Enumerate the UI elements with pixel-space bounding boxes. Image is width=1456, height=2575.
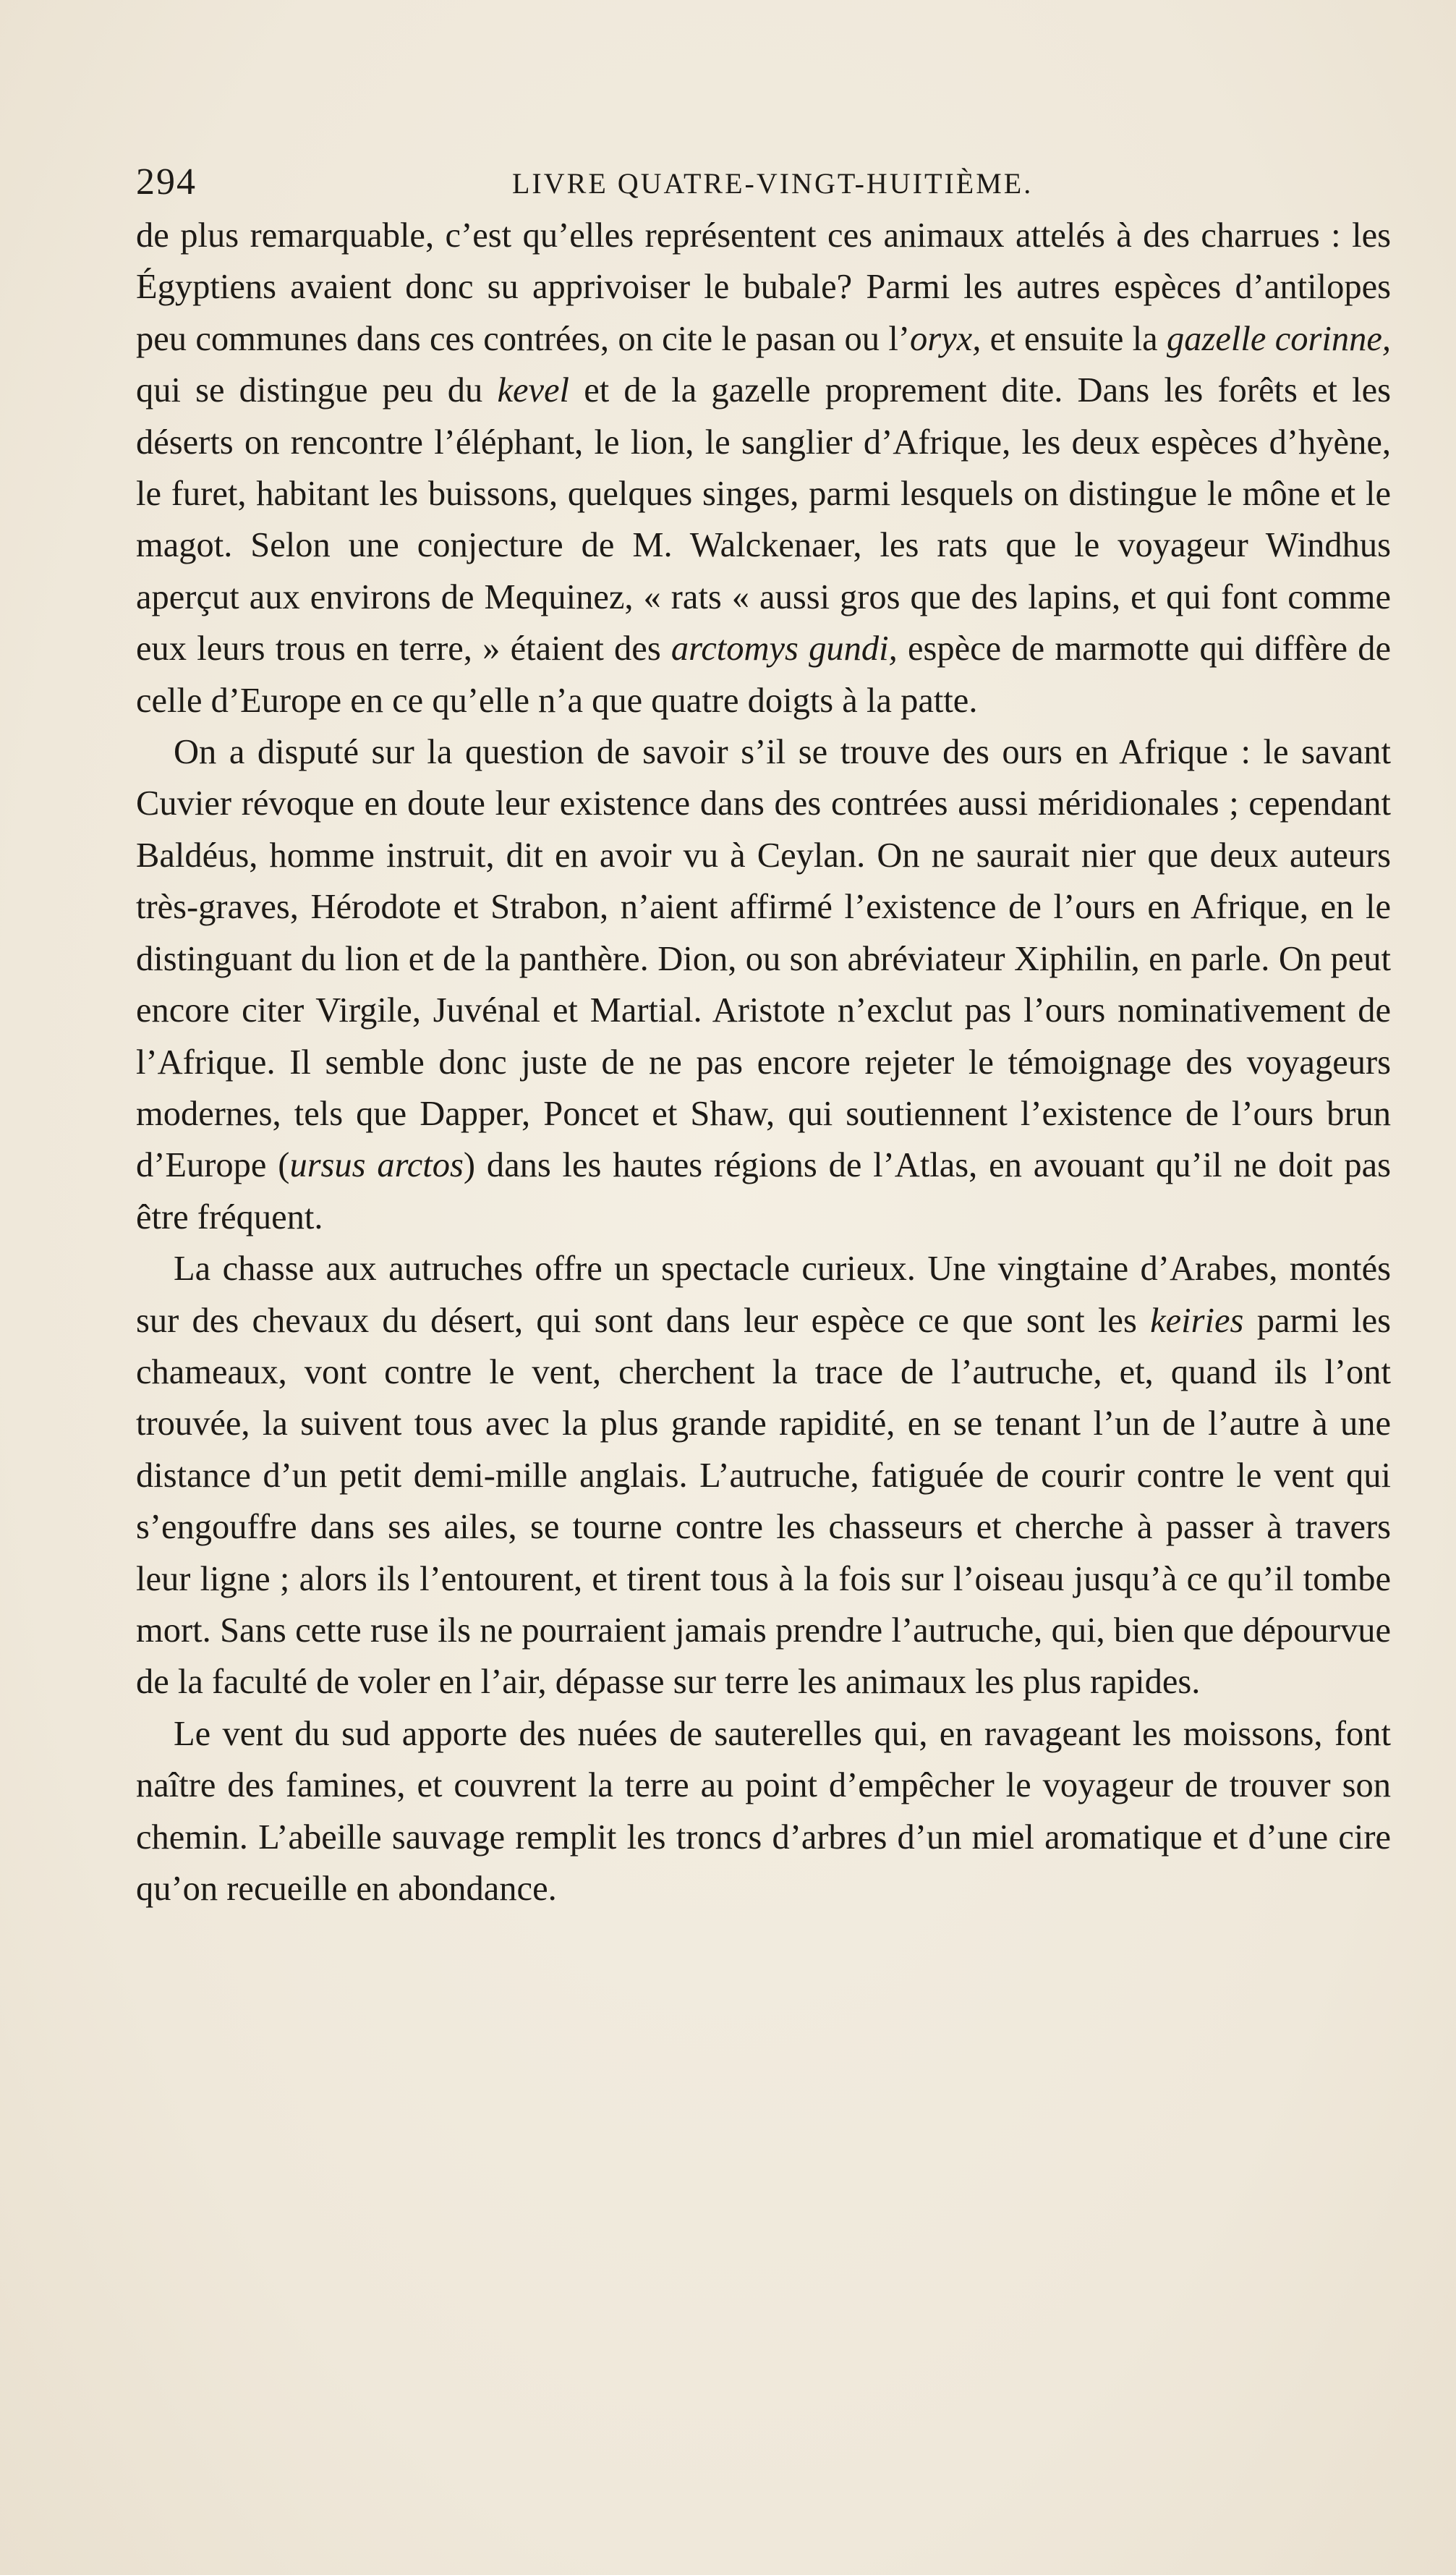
body-text [136, 210, 1391, 1914]
text-run: On a disputé sur la question de savoir s’il se trouve des ours en Afrique : le savant Cuvier révoque en doute leur existence dans des contrées aussi méridionales ; cependant Baldéus, homme instruit, dit en avoir vu à Ceylan. On ne saurait nier que deux auteurs très-graves, Hérodote et Strabon, n’aient affirmé l’existence de l’ours en Afrique, en le distinguant du lion et de la panthère. Dion, ou son abréviateur Xiphilin, en parle. On peut encore citer Virgile, Juvénal et Martial. Aristote n’exclut pas l’ours nominativement de l’Afrique. Il semble donc juste de ne pas encore rejeter le témoignage des voyageurs modernes, tels que Dapper, Poncet et Shaw, qui soutiennent l’existence de l’ours brun d’Europe ( [136, 733, 1391, 1185]
text-run: Le vent du sud apporte des nuées de sauterelles qui, en ravageant les moissons, font naître des famines, et couvrent la terre au point d’empêcher le voyageur de trouver son chemin. L’abeille sauvage remplit les troncs d’arbres d’un miel aromatique et d’une cire qu’on recueille en abondance. [136, 1714, 1391, 1908]
running-title: LIVRE QUATRE-VINGT-HUITIÈME. [512, 167, 1034, 200]
text-run: parmi les chameaux, vont contre le vent, cherchent la trace de l’autruche, et, quand ils l’ont trouvée, la suivent tous avec la plus grande rapidité, en se tenant l’un de l’autre à une distance d’un petit demi-mille anglais. L’autruche, fatiguée de courir contre le vent qui s’engouffre dans ses ailes, se tourne contre les chasseurs et cherche à passer à travers leur ligne ; alors ils l’entourent, et tirent tous à la fois sur l’oiseau jusqu’à ce qu’il tombe mort. Sans cette ruse ils ne pourraient jamais prendre l’autruche, qui, bien que dépourvue de la faculté de voler en l’air, dépasse sur terre les animaux les plus rapides. [136, 1301, 1391, 1702]
text-run: ) dans les hautes régions de l’Atlas, en avouant qu’il ne doit pas être fréquent. [136, 1146, 1392, 1236]
text-run: et ensuite la [981, 319, 1167, 358]
page-number: 294 [136, 161, 197, 203]
paragraph [136, 210, 1391, 726]
italic-term: ursus arctos [289, 1146, 464, 1185]
italic-term: gazelle corinne, [1167, 319, 1391, 358]
paragraph [136, 1708, 1391, 1915]
text-run: espèce de marmotte qui diffère de celle d’Europe en ce qu’elle n’a que quatre doigts à la patte. [136, 629, 1392, 720]
paragraph [136, 1243, 1391, 1708]
text-run: qui se distingue peu du [136, 371, 498, 410]
italic-term: arctomys gundi, [670, 629, 898, 669]
text-run: La chasse aux autruches offre un spectacle curieux. Une vingtaine d’Arabes, montés sur des chevaux du désert, qui sont dans leur espèce ce que sont les [136, 1250, 1391, 1340]
paragraph [136, 726, 1391, 1243]
italic-term: keiries [1150, 1301, 1244, 1340]
text-run: et de la gazelle proprement dite. Dans les forêts et les déserts on rencontre l’éléphant, le lion, le sanglier d’Afrique, les deux espèces d’hyène, le furet, habitant les buissons, quelques singes, parmi lesquels on distingue le mône et le magot. Selon une conjecture de M. Walckenaer, les rats que le voyageur Windhus aperçut aux environs de Mequinez, « rats « aussi gros que des lapins, et qui font comme eux leurs trous en terre, » étaient des [136, 371, 1391, 669]
italic-term: oryx, [910, 319, 982, 358]
page-header [136, 161, 1395, 211]
text-run: de plus remarquable, c’est qu’elles représentent ces animaux attelés à des charrues : les Égyptiens avaient donc su apprivoiser le bubale? Parmi les autres espèces d’antilopes peu communes dans ces contrées, on cite le pasan ou l’ [136, 216, 1391, 358]
italic-term: kevel [497, 371, 570, 410]
